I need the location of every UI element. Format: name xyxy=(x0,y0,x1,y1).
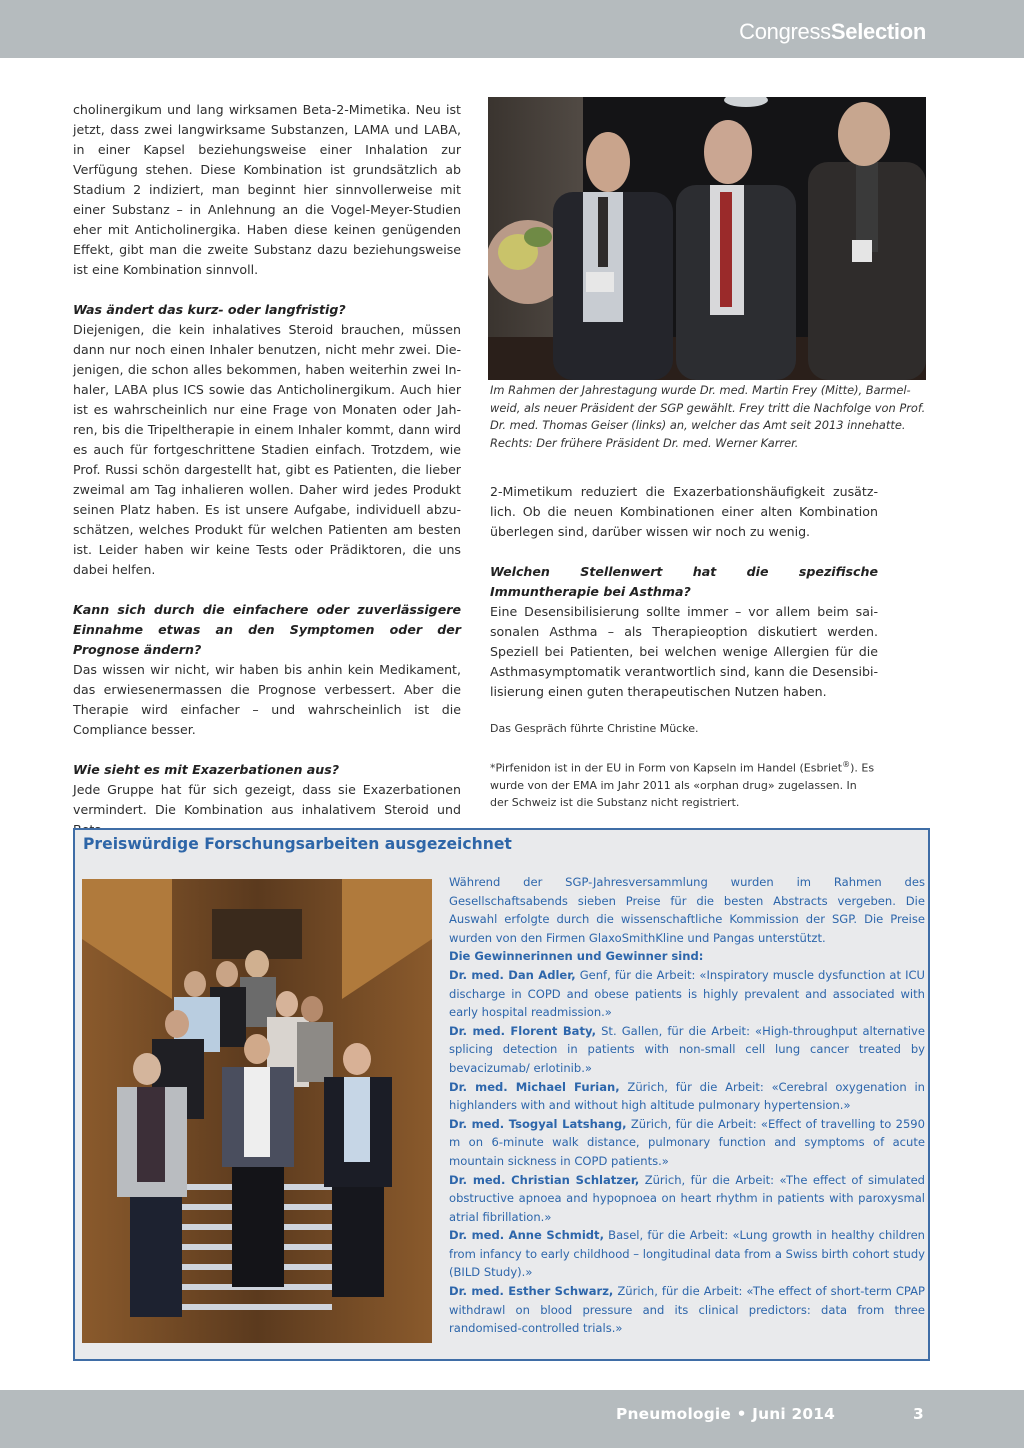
paragraph: Das wissen wir nicht, wir haben bis anhin kein Medikament, das erwiesenermassen die Prognose verbessert. Aber die Therapie wird einfacher – und wahrscheinlich ist die Compliance besser. xyxy=(73,662,461,737)
winner-text: Basel, für die Arbeit: «Lung growth in healthy children from infancy to early childhood – longitudinal data from a Swiss birth cohort study (BILD Study).» xyxy=(449,1228,925,1280)
footer-band xyxy=(0,1390,1024,1448)
winners-heading-text: Die Gewinnerinnen und Gewinner sind: xyxy=(449,949,704,964)
footnote-text: ). Es wurde von der EMA im Jahr 2011 als «orphan drug» zugelassen. In der Schweiz ist die Substanz nicht registriert. xyxy=(490,761,875,810)
winner-item xyxy=(449,1171,925,1227)
winner-item xyxy=(449,1022,925,1078)
left-column xyxy=(73,100,461,840)
winner-name: Dr. med. Florent Baty, xyxy=(449,1023,597,1038)
question-heading: Was ändert das kurz- oder langfristig? xyxy=(73,302,346,317)
photo-caption: Im Rahmen der Jahrestagung wurde Dr. med. Martin Frey (Mitte), Barmelweid, als neuer Präsident der SGP gewählt. Frey tritt die Nachfolge von Prof. Dr. med. Thomas Geiser (links) an, welcher das Amt seit 2013 innehatte. Rechts: Der frühere Präsident Dr. med. Werner Karrer. xyxy=(490,383,926,450)
page-number: 3 xyxy=(913,1405,924,1423)
winner-name: Dr. med. Michael Furian, xyxy=(449,1079,620,1094)
winner-name: Dr. med. Christian Schlatzer, xyxy=(449,1172,640,1187)
winner-text: Zürich, für die Arbeit: «The effect of simulated obstructive apnoea and hypopnoea on heart rhythm in patients with paroxysmal atrial fibrillation.» xyxy=(449,1172,925,1224)
question-heading: Wie sieht es mit Exazerbationen aus? xyxy=(73,762,340,777)
logo-bold-text: Selection xyxy=(830,19,926,44)
header-band xyxy=(0,0,1024,58)
paragraph: Diejenigen, die kein inhalatives Steroid brauchen, müssen dann nur noch einen Inhaler benutzen, nicht mehr zwei. Diejenigen, die schon alles bekommen, haben weiterhin zwei Inhaler, LABA plus ICS sowie das Anticholinergikum. Auch hier ist es wahrscheinlich nur eine Frage von Monaten oder Jahren, bis die Tripeltherapie in einem Inhaler kommt, dann wird es auch für fortgeschrittene Stadien einfach. Trotzdem, wie Prof. Russi schön dargestellt hat, gibt es Patienten, die lieber zweimal am Tag inhalieren wollen. Daher wird jedes Produkt seinen Platz haben. Es ist unsere Aufgabe, individuell abzuschätzen, welches Produkt für welchen Patienten am besten ist. Leider haben wir keine Tests oder Prädiktoren, die uns dabei helfen. xyxy=(73,322,461,577)
winner-text: St. Gallen, für die Arbeit: «High-throughput alternative splicing detection in patients with non-small cell lung cancer treated by bevacizumab/ erlotinib.» xyxy=(449,1023,925,1075)
winner-item xyxy=(449,1078,925,1115)
winners-heading xyxy=(449,947,925,966)
photo-award-winners xyxy=(82,879,432,1343)
winner-item xyxy=(449,1115,925,1171)
paragraph: Jede Gruppe hat für sich gezeigt, dass sie Exazerbationen vermindert. Die Kombination aus inhalativem Steroid und xyxy=(73,782,461,817)
question-heading: Welchen Stellenwert hat die spezifische Immuntherapie bei Asthma? xyxy=(490,564,878,599)
award-box xyxy=(73,828,930,1361)
winner-item xyxy=(449,966,925,1022)
journal-issue: Pneumologie • Juni 2014 xyxy=(616,1405,836,1423)
interviewer-credit: Das Gespräch führte Christine Mücke. xyxy=(490,722,699,735)
photo-illustration xyxy=(488,97,926,380)
winner-item xyxy=(449,1282,925,1338)
winner-text: Zürich, für die Arbeit: «The effect of short-term CPAP withdrawl on blood pressure and its clinical predictors: data from three randomised-controlled trials.» xyxy=(449,1284,926,1336)
award-intro: Während der SGP-Jahresversammlung wurden im Rahmen des Gesellschaftsabends sieben Preise für die besten Abstracts vergeben. Die Auswahl erfolgte durch die wissenschaftliche Kommission der SGP. Die Preise wurden von den Firmen GlaxoSmithKline und Pangas unterstützt. xyxy=(449,875,925,945)
paragraph: cholinergikum und lang wirksamen Beta-2-Mimetika. Neu ist jetzt, dass zwei langwirksame Substanzen, LAMA und LABA, in einer Kapsel beziehungsweise einer Inhalation zur Verfügung stehen. Diese Kombination ist grundsätzlich ab Stadium 2 indiziert, man beginnt hier sinnvollerweise mit einer Substanz – in Anlehnung an die Vogel-Meyer-Studien eher mit Anticholinergika. Haben diese keinen genügenden Effekt, gibt man die zweite Substanz dazu beziehungsweise ist eine Kombination sinnvoll. xyxy=(73,102,461,277)
footnote-text: *Pirfenidon ist in der EU in Form von Kapseln im Handel (Esbriet xyxy=(490,761,843,775)
photo-three-presidents xyxy=(488,97,926,380)
right-column xyxy=(490,482,878,812)
footnote xyxy=(490,756,878,812)
award-box-title: Preiswürdige Forschungsarbeiten ausgezeichnet xyxy=(83,835,512,853)
photo-illustration xyxy=(82,879,432,1343)
paragraph: Eine Desensibilisierung sollte immer – vor allem beim saisonalen Asthma – als Therapieoption diskutiert werden. Speziell bei Patienten, bei welchen wenige Allergien für die Asthmasymptomatik verantwortlich sind, kann die Desensibilisierung einen guten therapeutischen Nutzen haben. xyxy=(490,604,878,699)
logo-light-text: Congress xyxy=(739,19,831,44)
congress-selection-logo xyxy=(739,19,926,45)
winner-text: Zürich, für die Arbeit: «Effect of travelling to 2590 m on 6-minute walk distance, pulmonary function and symptoms of acute mountain sickness in COPD patients.» xyxy=(449,1116,926,1168)
winner-name: Dr. med. Dan Adler, xyxy=(449,967,576,982)
registered-mark: ® xyxy=(842,759,851,769)
award-box-text xyxy=(449,873,925,1338)
winner-name: Dr. med. Tsogyal Latshang, xyxy=(449,1116,627,1131)
winner-name: Dr. med. Esther Schwarz, xyxy=(449,1284,614,1299)
question-heading: Kann sich durch die einfachere oder zuverlässigere Einnahme etwas an den Symptomen oder der Prognose ändern? xyxy=(73,602,461,657)
winner-name: Dr. med. Anne Schmidt, xyxy=(449,1228,604,1243)
winner-text: Zürich, für die Arbeit: «Cerebral oxygenation in highlanders with and without high altitude pulmonary hypertension.» xyxy=(449,1079,925,1113)
paragraph: 2-Mimetikum reduziert die Exazerbationshäufigkeit zusätzlich. Ob die neuen Kombinationen einer alten Kombination überlegen sind, darüber wissen wir noch zu wenig. xyxy=(490,484,878,539)
winner-text: Genf, für die Arbeit: «Inspiratory muscle dysfunction at ICU discharge in COPD and obese patients is highly prevalent and associated with early hospital readmission.» xyxy=(449,967,925,1020)
winner-item xyxy=(449,1226,925,1282)
